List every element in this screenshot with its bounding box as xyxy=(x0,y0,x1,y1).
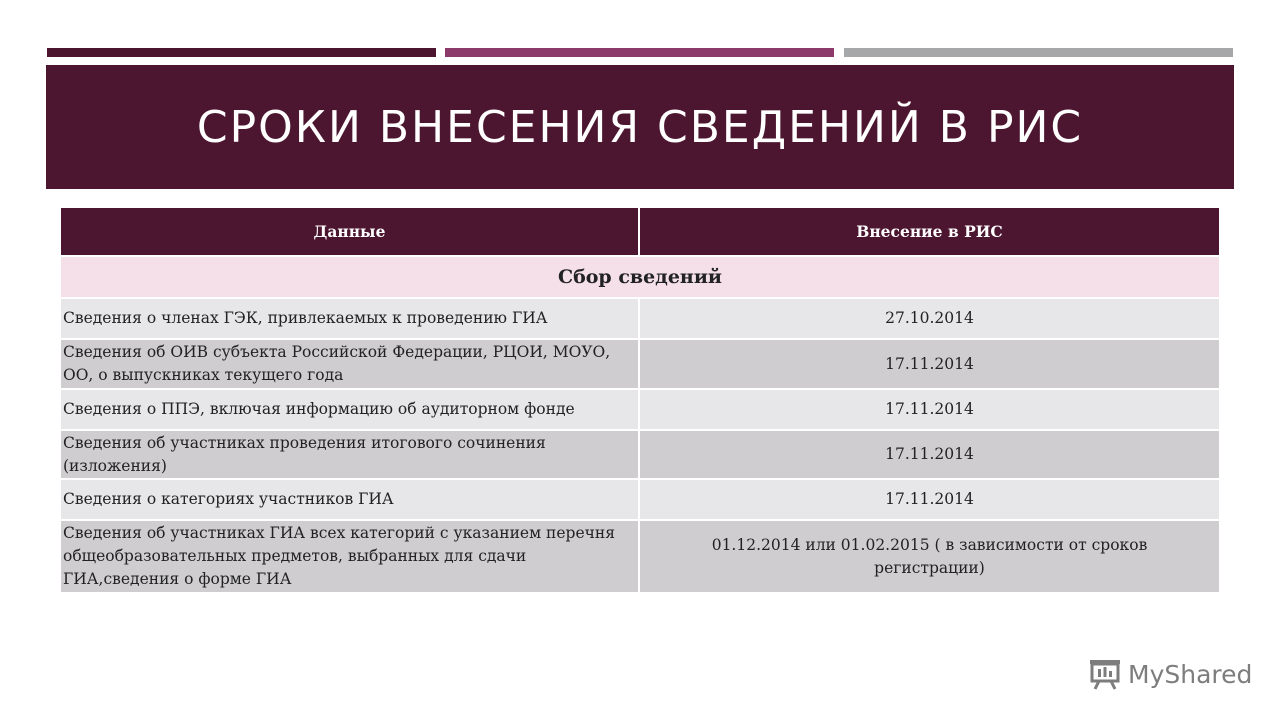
table-row xyxy=(61,430,1219,479)
row-data-cell: Сведения об участниках проведения итогового сочинения (изложения) xyxy=(61,430,639,479)
presentation-board-icon xyxy=(1088,657,1122,691)
row-data-cell: Сведения о членах ГЭК, привлекаемых к проведению ГИА xyxy=(61,298,639,339)
column-header-data: Данные xyxy=(61,208,639,256)
deadlines-table xyxy=(61,208,1219,592)
myshared-watermark xyxy=(1088,657,1252,691)
table-row xyxy=(61,298,1219,339)
table-header-row xyxy=(61,208,1219,256)
row-date-cell: 01.12.2014 или 01.02.2015 ( в зависимости от сроков регистрации) xyxy=(639,520,1219,592)
section-title: Сбор сведений xyxy=(61,256,1219,298)
row-date-cell: 17.11.2014 xyxy=(639,430,1219,479)
table-row xyxy=(61,389,1219,430)
watermark-text: MyShared xyxy=(1128,659,1253,689)
row-data-cell: Сведения об участниках ГИА всех категорий с указанием перечня общеобразовательных предметов, выбранных для сдачи ГИА,сведения о форме ГИА xyxy=(61,520,639,592)
table-row xyxy=(61,339,1219,389)
slide-title: СРОКИ ВНЕСЕНИЯ СВЕДЕНИЙ В РИС xyxy=(196,101,1084,153)
table-row xyxy=(61,520,1219,592)
row-data-cell: Сведения о категориях участников ГИА xyxy=(61,479,639,520)
title-banner xyxy=(46,65,1234,189)
row-data-cell: Сведения об ОИВ субъекта Российской Федерации, РЦОИ, МОУО, ОО, о выпускниках текущего года xyxy=(61,339,639,389)
column-header-ris-entry: Внесение в РИС xyxy=(639,208,1219,256)
decorative-stripe-gray xyxy=(844,48,1233,57)
decorative-stripe-dark xyxy=(47,48,436,57)
row-data-cell: Сведения о ППЭ, включая информацию об аудиторном фонде xyxy=(61,389,639,430)
row-date-cell: 17.11.2014 xyxy=(639,389,1219,430)
section-row xyxy=(61,256,1219,298)
table-row xyxy=(61,479,1219,520)
row-date-cell: 17.11.2014 xyxy=(639,339,1219,389)
row-date-cell: 17.11.2014 xyxy=(639,479,1219,520)
decorative-stripe-magenta xyxy=(445,48,834,57)
row-date-cell: 27.10.2014 xyxy=(639,298,1219,339)
